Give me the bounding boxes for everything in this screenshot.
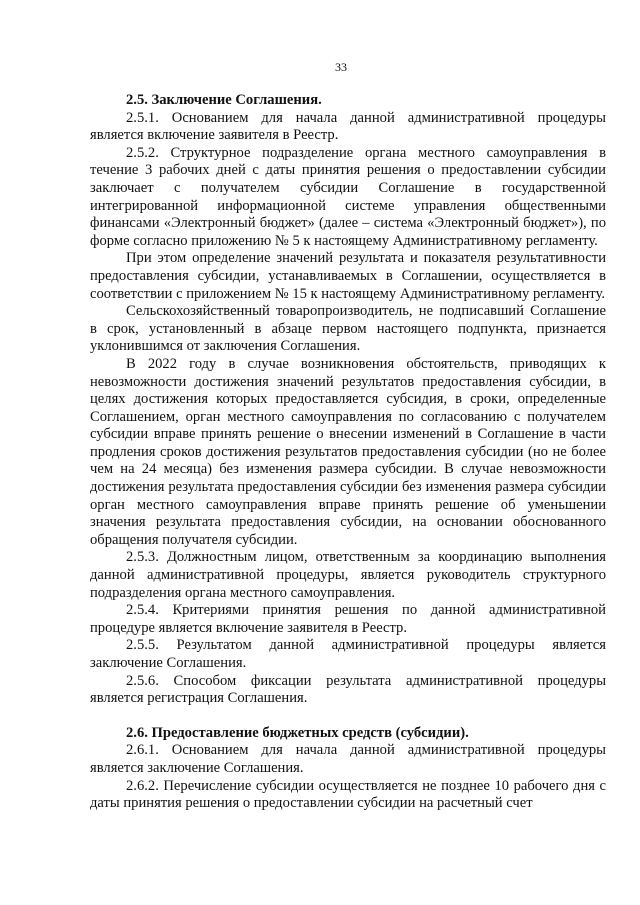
paragraph-2-6-1: 2.6.1. Основанием для начала данной административной процедуры является заключение Соглашения. xyxy=(90,742,606,776)
paragraph-2-5-1: 2.5.1. Основанием для начала данной административной процедуры является включение заявителя в Реестр. xyxy=(90,109,606,144)
paragraph-evasion: Сельскохозяйственный товаропроизводитель, не подписавший Соглашение в срок, установленный в абзаце первом настоящего подпункта, признается уклонившимся от заключения Соглашения. xyxy=(90,303,606,355)
paragraph-2-5-2: 2.5.2. Структурное подразделение органа местного самоуправления в течение 3 рабочих дней с даты принятия решения о предоставлении субсидии заключает с получателем субсидии Соглашение в государственной интегрированной информационной системе управления общественными финансами «Электронный бюджет» (далее – система «Электронный бюджет»), по форме согласно приложению № 5 к настоящему Административному регламенту. xyxy=(90,144,606,249)
section-2-5-heading: 2.5. Заключение Соглашения. xyxy=(126,92,322,108)
section-2-6-heading: 2.6. Предоставление бюджетных средств (субсидии). xyxy=(126,724,469,741)
paragraph-2-5-6: 2.5.6. Способом фиксации результата административной процедуры является регистрация Соглашения. xyxy=(90,672,606,707)
paragraph-2022-changes: В 2022 году в случае возникновения обстоятельств, приводящих к невозможности достижения значений результатов предоставления субсидии, в целях достижения которых предоставляется субсидия, в сроки, определенные Соглашением, орган местного самоуправления по согласованию с получателем субсидии вправе принять решение о внесении изменений в Соглашение в части продления сроков достижения результатов предоставления субсидии (но не более чем на 24 месяца) без изменения размера субсидии. В случае невозможности достижения результата предоставления субсидии без изменения размера субсидии орган местного самоуправления вправе принять решение об уменьшении значения результата предоставления субсидии, на основании обоснованного обращения получателя субсидии. xyxy=(90,355,606,548)
paragraph-2-5-3: 2.5.3. Должностным лицом, ответственным за координацию выполнения данной административной процедуры, является руководитель структурного подразделения органа местного самоуправления. xyxy=(90,549,606,601)
paragraph-2-5-4: 2.5.4. Критериями принятия решения по данной административной процедуре является включение заявителя в Реестр. xyxy=(90,602,606,636)
paragraph-2-6-2: 2.6.2. Перечисление субсидии осуществляется не позднее 10 рабочего дня с даты принятия решения о предоставлении субсидии на расчетный счет xyxy=(90,777,606,812)
section-gap xyxy=(90,708,606,725)
paragraph-result-determination: При этом определение значений результата и показателя результативности предоставления субсидии, устанавливаемых в Соглашении, осуществляется в соответствии с приложением № 15 к настоящему Административному регламенту. xyxy=(90,250,606,302)
page-number: 33 xyxy=(335,60,347,74)
paragraph-2-5-5: 2.5.5. Результатом данной административной процедуры является заключение Соглашения. xyxy=(90,637,606,671)
